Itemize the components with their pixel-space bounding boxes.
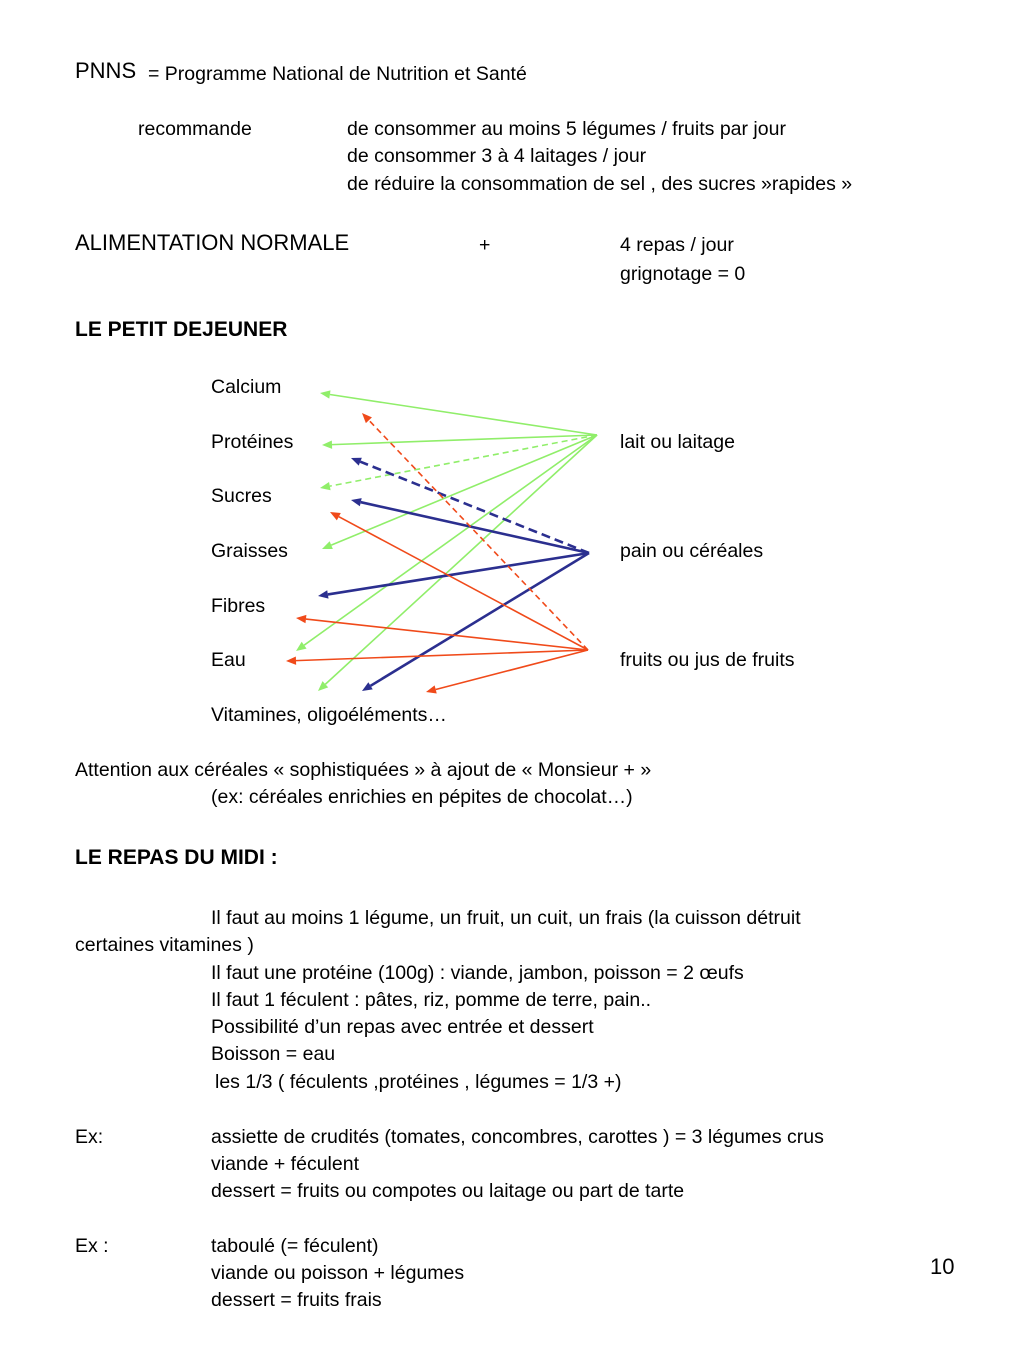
arrow-pain-to-vitamines [362, 553, 589, 691]
alimentation-item-1: 4 repas / jour [620, 234, 734, 256]
nutrient-calcium: Calcium [211, 376, 282, 398]
attention-line-2: (ex: céréales enrichies en pépites de chocolat…) [211, 786, 633, 808]
pnns-definition: = Programme National de Nutrition et Santé [148, 63, 527, 85]
repas-midi-line-6: les 1/3 ( féculents ,protéines , légumes = 1/3 +) [215, 1071, 622, 1093]
attention-line-1: Attention aux céréales « sophistiquées » à ajout de « Monsieur + » [75, 759, 652, 781]
ex1-item-1: assiette de crudités (tomates, concombres, carottes ) = 3 légumes crus [211, 1126, 824, 1148]
nutrient-graisses: Graisses [211, 540, 288, 562]
source-pain: pain ou céréales [620, 540, 764, 562]
repas-midi-heading: LE REPAS DU MIDI : [75, 846, 278, 869]
pnns-verb: recommande [138, 118, 252, 140]
alimentation-plus: + [479, 234, 491, 256]
nutrient-fibres: Fibres [211, 595, 266, 617]
source-lait: lait ou laitage [620, 431, 735, 453]
pnns-item-1: de consommer au moins 5 légumes / fruits par jour [347, 118, 786, 140]
repas-midi-line-1a: Il faut au moins 1 légume, un fruit, un cuit, un frais (la cuisson détruit [211, 907, 801, 929]
nutrient-proteines: Protéines [211, 431, 294, 453]
repas-midi-line-1b: certaines vitamines ) [75, 934, 254, 956]
arrow-lait-to-eau [296, 435, 597, 651]
alimentation-item-2: grignotage = 0 [620, 263, 746, 285]
arrow-fruits-to-vitamines [426, 650, 588, 694]
ex2-label: Ex : [75, 1235, 109, 1257]
ex1-item-3: dessert = fruits ou compotes ou laitage ou part de tarte [211, 1180, 685, 1202]
arrow-lait-to-vitamines [318, 435, 597, 691]
arrow-fruits-to-calcium [362, 413, 588, 650]
repas-midi-line-2: Il faut une protéine (100g) : viande, jambon, poisson = 2 œufs [211, 962, 744, 984]
ex2-item-3: dessert = fruits frais [211, 1289, 382, 1311]
arrow-fruits-to-sucres [330, 512, 588, 650]
nutrient-eau: Eau [211, 649, 246, 671]
arrow-pain-to-proteines [351, 458, 589, 553]
page-number: 10 [930, 1254, 955, 1279]
repas-midi-line-4: Possibilité d’un repas avec entrée et dessert [211, 1016, 594, 1038]
nutrient-sucres: Sucres [211, 485, 272, 507]
arrow-lait-to-graisses [322, 435, 597, 549]
pnns-acronym: PNNS [75, 58, 137, 83]
arrow-fruits-to-eau [286, 650, 588, 665]
repas-midi-line-3: Il faut 1 féculent : pâtes, riz, pomme de terre, pain.. [211, 989, 652, 1011]
ex2-item-2: viande ou poisson + légumes [211, 1262, 465, 1284]
arrow-lait-to-proteines [322, 435, 597, 449]
petit-dejeuner-heading: LE PETIT DEJEUNER [75, 318, 288, 341]
nutrient-vitamines: Vitamines, oligoéléments… [211, 704, 447, 726]
alimentation-label: ALIMENTATION NORMALE [75, 230, 350, 255]
repas-midi-line-5: Boisson = eau [211, 1043, 336, 1065]
arrow-pain-to-fibres [318, 553, 589, 599]
pnns-item-2: de consommer 3 à 4 laitages / jour [347, 145, 647, 167]
ex1-item-2: viande + féculent [211, 1153, 359, 1175]
arrow-lait-to-calcium [320, 390, 597, 435]
pnns-item-3: de réduire la consommation de sel , des sucres »rapides » [347, 173, 853, 195]
source-fruits: fruits ou jus de fruits [620, 649, 795, 671]
ex1-label: Ex: [75, 1126, 104, 1148]
ex2-item-1: taboulé (= féculent) [211, 1235, 379, 1257]
